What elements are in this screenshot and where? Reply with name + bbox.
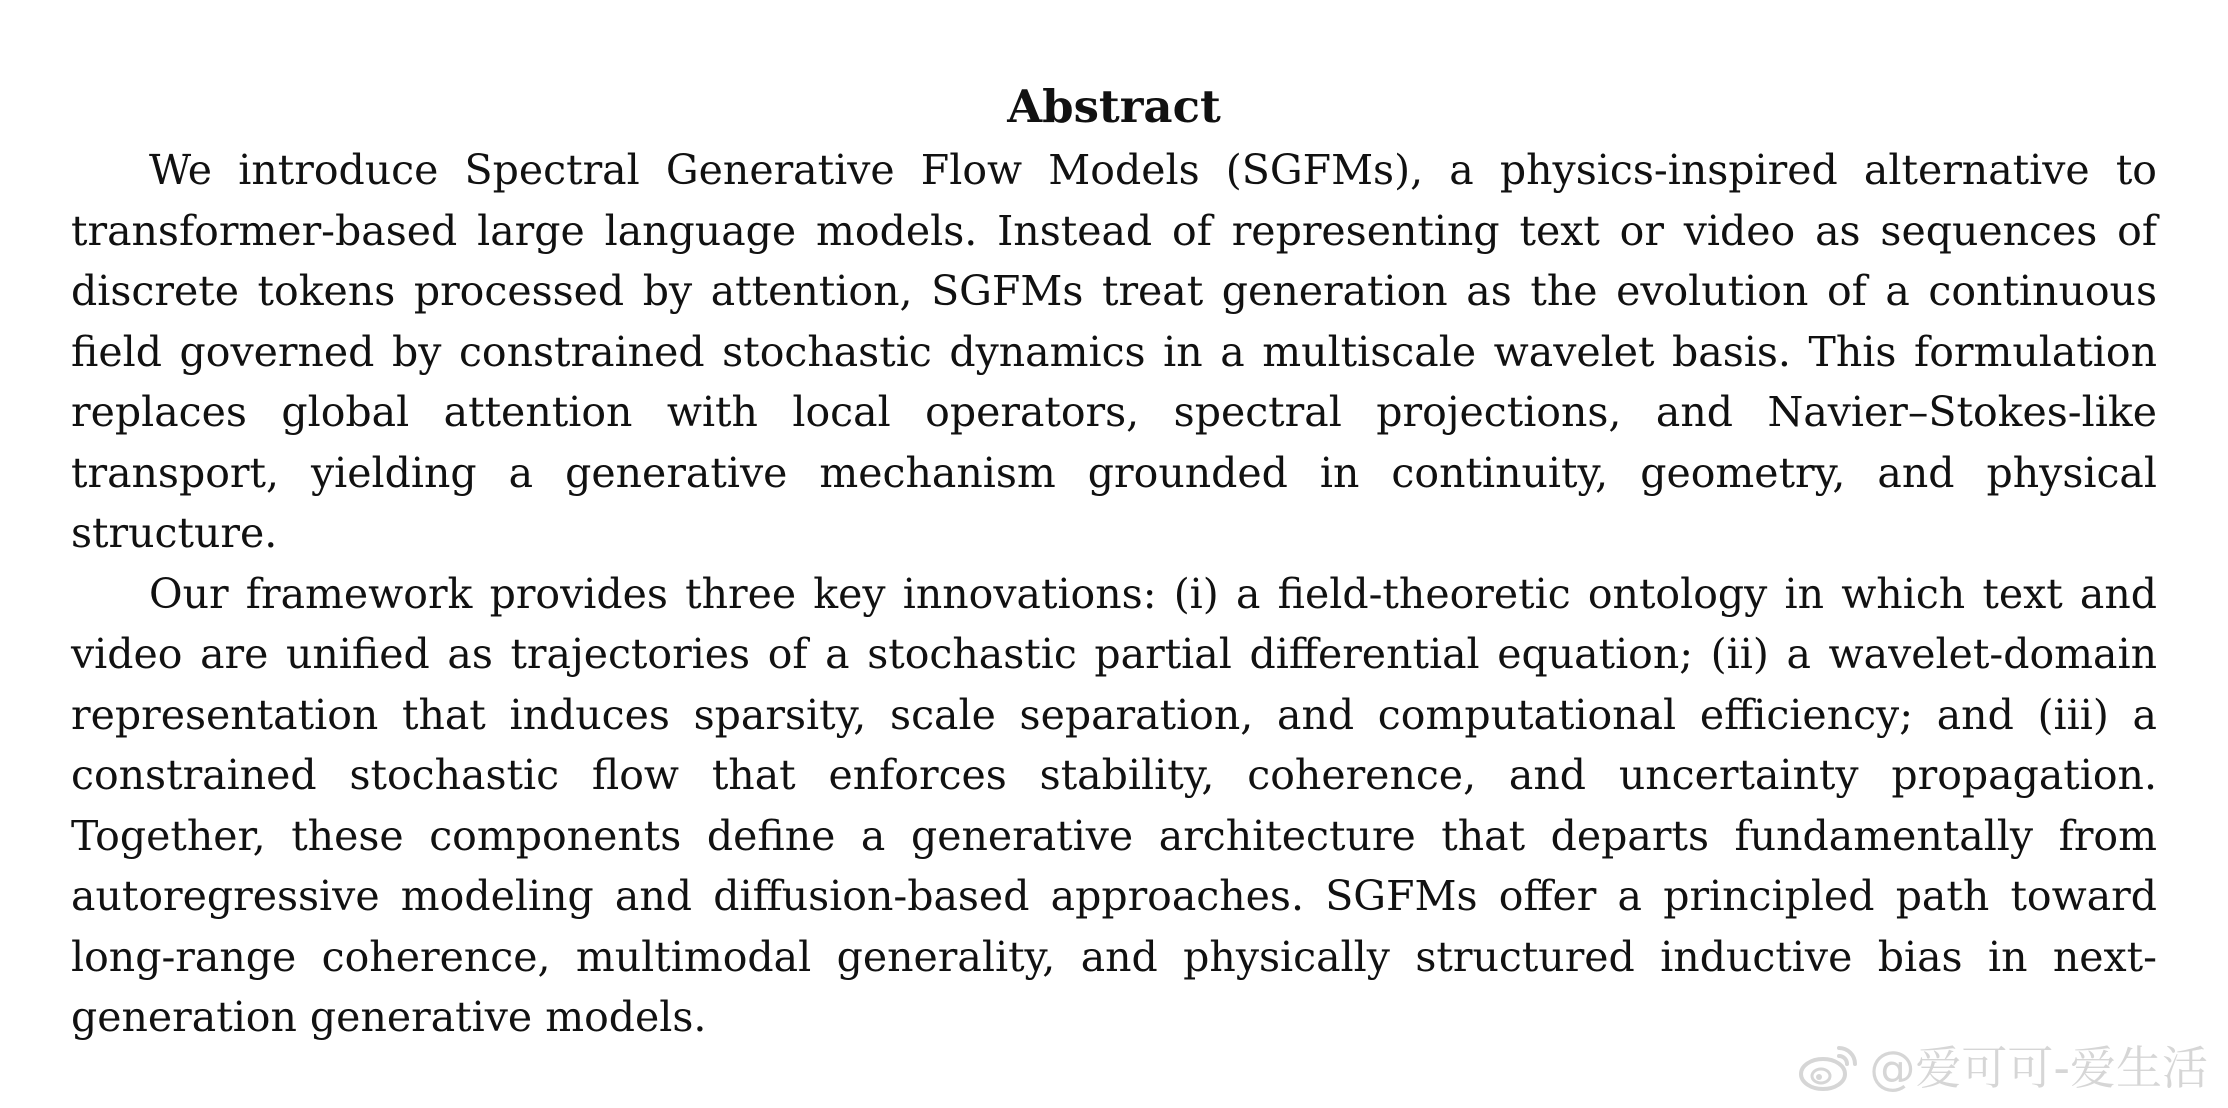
abstract-section <box>71 80 2157 1048</box>
weibo-icon <box>1797 1042 1859 1094</box>
watermark-text: @爱可可-爱生活 <box>1869 1041 2208 1095</box>
watermark <box>1797 1038 2208 1098</box>
abstract-paragraph-1: We introduce Spectral Generative Flow Models (SGFMs), a physics-inspired alternative to transformer-based large language models. Instead of representing text or video as sequences of discrete tokens processed by attention, SGFMs treat generation as the evolution of a continuous field governed by constrained stochastic dynamics in a multiscale wavelet basis. This formulation replaces global attention with local operators, spectral projections, and Navier–Stokes-like transport, yielding a generative mechanism grounded in continuity, geometry, and physical structure. <box>71 146 2157 557</box>
abstract-title: Abstract <box>1007 80 1221 133</box>
abstract-paragraph-2: Our framework provides three key innovations: (i) a field-theoretic ontology in which text and video are unified as trajectories of a stochastic partial differential equation; (ii) a wavelet-domain representation that induces sparsity, scale separation, and computational efficiency; and (iii) a constrained stochastic flow that enforces stability, coherence, and uncertainty propagation. Together, these components define a generative architecture that departs fundamentally from autoregressive modeling and diffusion-based approaches. SGFMs offer a principled path toward long-range coherence, multimodal generality, and physically structured inductive bias in next-generation generative models. <box>71 569 2157 1041</box>
